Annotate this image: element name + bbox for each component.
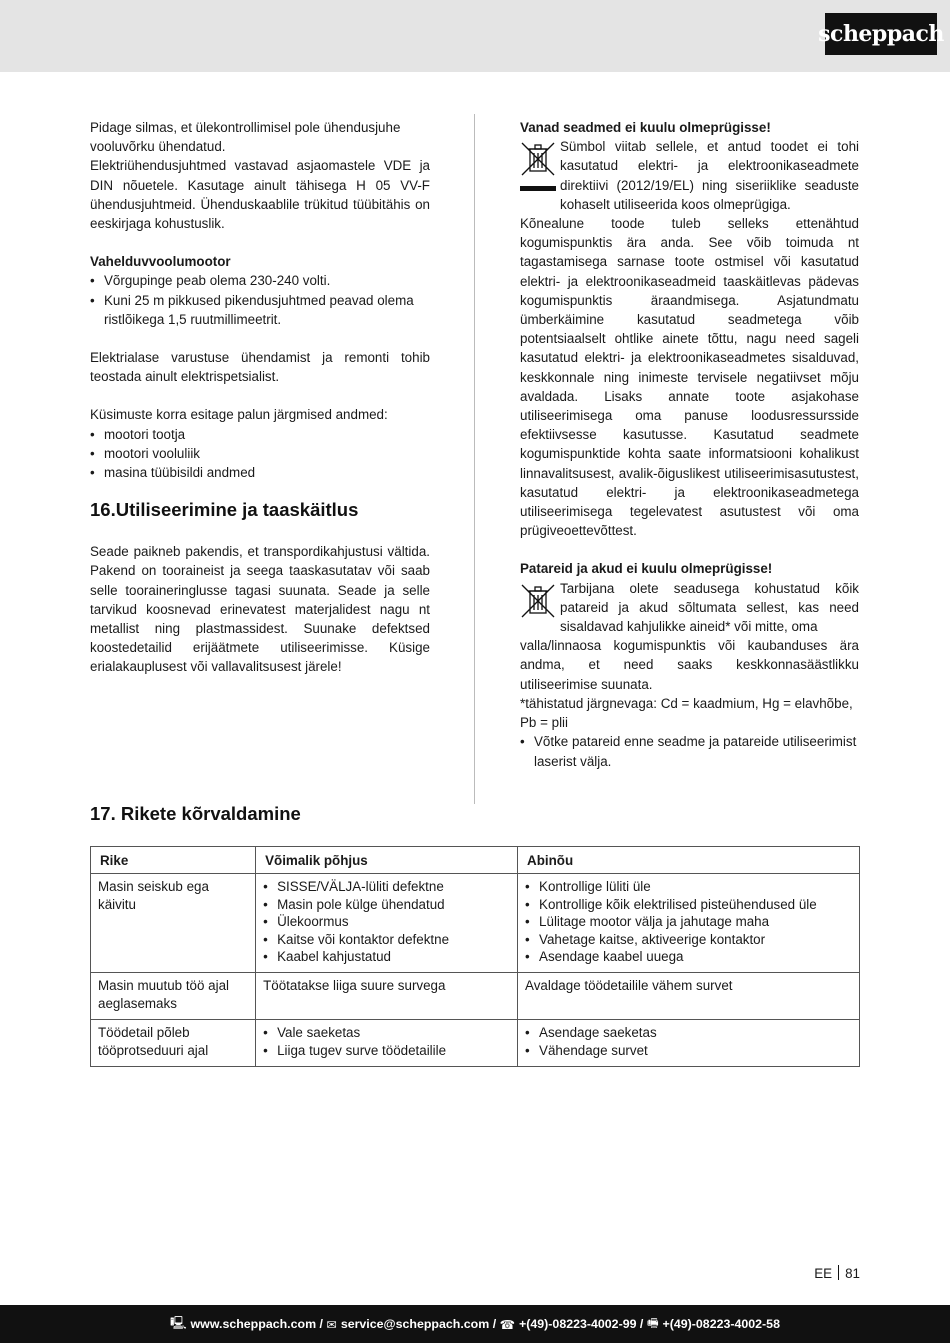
weee-heading: Vanad seadmed ei kuulu olmeprügisse! <box>520 120 771 135</box>
page-separator <box>838 1265 839 1280</box>
footer-separator: / <box>316 1317 327 1331</box>
crossed-bin-icon <box>520 583 556 624</box>
brand-logo: scheppach <box>825 13 937 55</box>
intro-paragraph-1: Pidage silmas, et ülekontrollimisel pole ühendusjuhe vooluvõrku ühendatud. <box>90 120 401 155</box>
batteries-body: valla/linnaosa kogumispunktis või kaubanduses ära andma, et need saaks keskkonnasäästlikku utiliseerimise suunata. <box>520 638 859 692</box>
page-number <box>814 1265 860 1281</box>
section-17-heading: 17. Rikete kõrvaldamine <box>90 803 301 824</box>
list-item: • Võtke patareid enne seadme ja patareide utiliseerimist laserist välja. <box>520 732 859 770</box>
header-bar <box>0 0 950 72</box>
page-language: EE <box>814 1266 833 1281</box>
table-header-row <box>91 847 860 874</box>
fault-cell: Töödetail põleb tööprotseduuri ajal <box>91 1020 256 1067</box>
remedy-cell: Avaldage töödetailile vähem survet <box>518 973 860 1020</box>
ac-motor-heading: Vahelduvvoolumootor <box>90 254 231 270</box>
list-item: • mootori tootja <box>90 425 430 444</box>
phone-icon: ☎ <box>499 1317 516 1332</box>
batteries-footnote: *tähistatud järgnevaga: Cd = kaadmium, Hg = elavhõbe, Pb = plii <box>520 695 853 731</box>
section-16-body: Seade paikneb pakendis, et transpordikahjustusi vältida. Pakend on tooraineist ja seega taaskasutatav või saab selle tooraineringlusse tagasi suunata. Seade ja selle tarvikud koosnevad erinevatest materjalidest nagu nt metallist ning plastmassidest. Suunake defektsed koostedetailid erijäätmete utiliseerimisse. Küsige erialakauplusest või vallavalitsusest järele! <box>90 544 430 675</box>
weee-body: Kõnealune toode tuleb selleks ettenähtud kogumispunktis ära anda. See võib toimuda nt tagastamisega sarnase toote ostmisel või kasutatud elektri- ja elektroonikaseadmeid taaskäitlevas pädevas kogumispunktis äraandmisega. Asjatundmatu ümberkäimine kasutatud seadmetega võib potentsiaalselt ohtlike ainete tõttu, nagu need sageli kasutatud elektri- ja elektroonikaseadmetes sisalduvad, keskkonnale ning inimeste tervisele negatiivset mõju avaldada. Lisaks annate toote asjakohase utiliseerimisega oma panuse loodusressursside efektiivsesse kasutusse. Kasutatud seadmete kogumispunktide kohta saate informatsiooni kohalikust linnavalitsusest, avalik-õiguslikest utiliseerimisasutustest, kasutatud elektri- ja elektroonikaseadmetega utiliseerimisega tegelevatest asutustest või oma prügiveoettevõttest. <box>520 216 859 539</box>
footer-fax: +(49)-08223-4002-58 <box>662 1317 780 1331</box>
remedy-cell <box>518 874 860 973</box>
list-item: • Võrgupinge peab olema 230-240 volti. <box>90 271 430 290</box>
computer-icon: 🖳 <box>170 1315 187 1330</box>
remedy-item: • Vahetage kaitse, aktiveerige kontaktor <box>525 931 853 948</box>
footer-bar <box>0 1305 950 1343</box>
cause-item: • Ülekoormus <box>263 913 511 930</box>
cause-item: • Masin pole külge ühendatud <box>263 896 511 913</box>
ac-motor-list <box>90 271 430 329</box>
footer-email-link[interactable]: service@scheppach.com <box>340 1317 490 1331</box>
remedy-item: • Lülitage mootor välja ja jahutage maha <box>525 913 853 930</box>
footer-separator: / <box>636 1317 647 1331</box>
cause-cell <box>256 874 518 973</box>
cause-cell <box>256 1020 518 1067</box>
column-header-fault: Rike <box>91 847 256 874</box>
weee-block <box>520 137 859 214</box>
cause-item: • Vale saeketas <box>263 1024 511 1041</box>
right-column <box>520 118 859 771</box>
intro-paragraph-2: Elektriühendusjuhtmed vastavad asjaomastele VDE ja DIN nõuetele. Kasutage ainult tähisega H 05 VV-F ühendusjuhtmeid. Ühenduskaablile trükitud tüübitähis on eeskirjaga kohustuslik. <box>90 158 430 232</box>
footer-website-link[interactable]: www.scheppach.com <box>190 1317 317 1331</box>
footer-phone: +(49)-08223-4002-99 <box>519 1317 637 1331</box>
questions-intro: Küsimuste korra esitage palun järgmised andmed: <box>90 407 388 423</box>
fault-cell: Masin seiskub ega käivitu <box>91 874 256 973</box>
remedy-cell <box>518 1020 860 1067</box>
weee-indented-text: Sümbol viitab sellele, et antud toodet ei tohi kasutatud elektri- ja elektroonikaseadmete direktiivi (2012/19/EL) ning siseriiklike seaduste kohaselt utiliseerida koos olmeprügiga. <box>560 139 859 212</box>
list-item: • Kuni 25 m pikkused pikendusjuhtmed peavad olema ristlõikega 1,5 ruutmillimeetrit. <box>90 291 430 329</box>
batteries-heading: Patareid ja akud ei kuulu olmeprügisse! <box>520 561 773 577</box>
cause-cell: Töötatakse liiga suure survega <box>256 973 518 1020</box>
list-item: • masina tüübisildi andmed <box>90 463 430 482</box>
column-header-remedy: Abinõu <box>518 847 860 874</box>
section-16-title: Utiliseerimine ja taaskäitlus <box>115 499 359 521</box>
list-item: • mootori vooluliik <box>90 444 430 463</box>
cause-item: • Kaitse või kontaktor defektne <box>263 931 511 948</box>
table-row <box>91 973 860 1020</box>
table-row <box>91 874 860 973</box>
cause-item: • SISSE/VÄLJA-lüliti defektne <box>263 878 511 895</box>
specialist-note: Elektrialase varustuse ühendamist ja remonti tohib teostada ainult elektrispetsialist. <box>90 350 430 385</box>
section-16-number: 16. <box>90 499 116 521</box>
remedy-item: • Asendage saeketas <box>525 1024 853 1041</box>
page-number-value: 81 <box>845 1266 860 1281</box>
cause-item: • Liiga tugev surve töödetailile <box>263 1042 511 1059</box>
column-header-cause: Võimalik põhjus <box>256 847 518 874</box>
fax-icon: 🖷 <box>646 1315 659 1330</box>
footer-separator: / <box>489 1317 500 1331</box>
questions-list <box>90 425 430 483</box>
batteries-block <box>520 579 859 637</box>
troubleshooting-table <box>90 846 860 1067</box>
batteries-indented-text: Tarbijana olete seadusega kohustatud kõik patareid ja akud sõltumata sellest, kas need sisaldavad kahjulikke aineid* või mitte, oma <box>560 580 859 635</box>
cause-item: • Kaabel kahjustatud <box>263 948 511 965</box>
crossed-bin-icon <box>520 141 556 191</box>
email-icon: ✉ <box>326 1317 337 1332</box>
left-column <box>90 118 430 677</box>
fault-cell: Masin muutub töö ajal aeglasemaks <box>91 973 256 1020</box>
section-16-heading <box>90 498 430 522</box>
remedy-item: • Kontrollige kõik elektrilised pisteühendused üle <box>525 896 853 913</box>
remedy-item: • Vähendage survet <box>525 1042 853 1059</box>
remedy-item: • Kontrollige lüliti üle <box>525 878 853 895</box>
remedy-item: • Asendage kaabel uuega <box>525 948 853 965</box>
table-row <box>91 1020 860 1067</box>
batteries-list <box>520 732 859 770</box>
column-divider <box>474 114 475 804</box>
